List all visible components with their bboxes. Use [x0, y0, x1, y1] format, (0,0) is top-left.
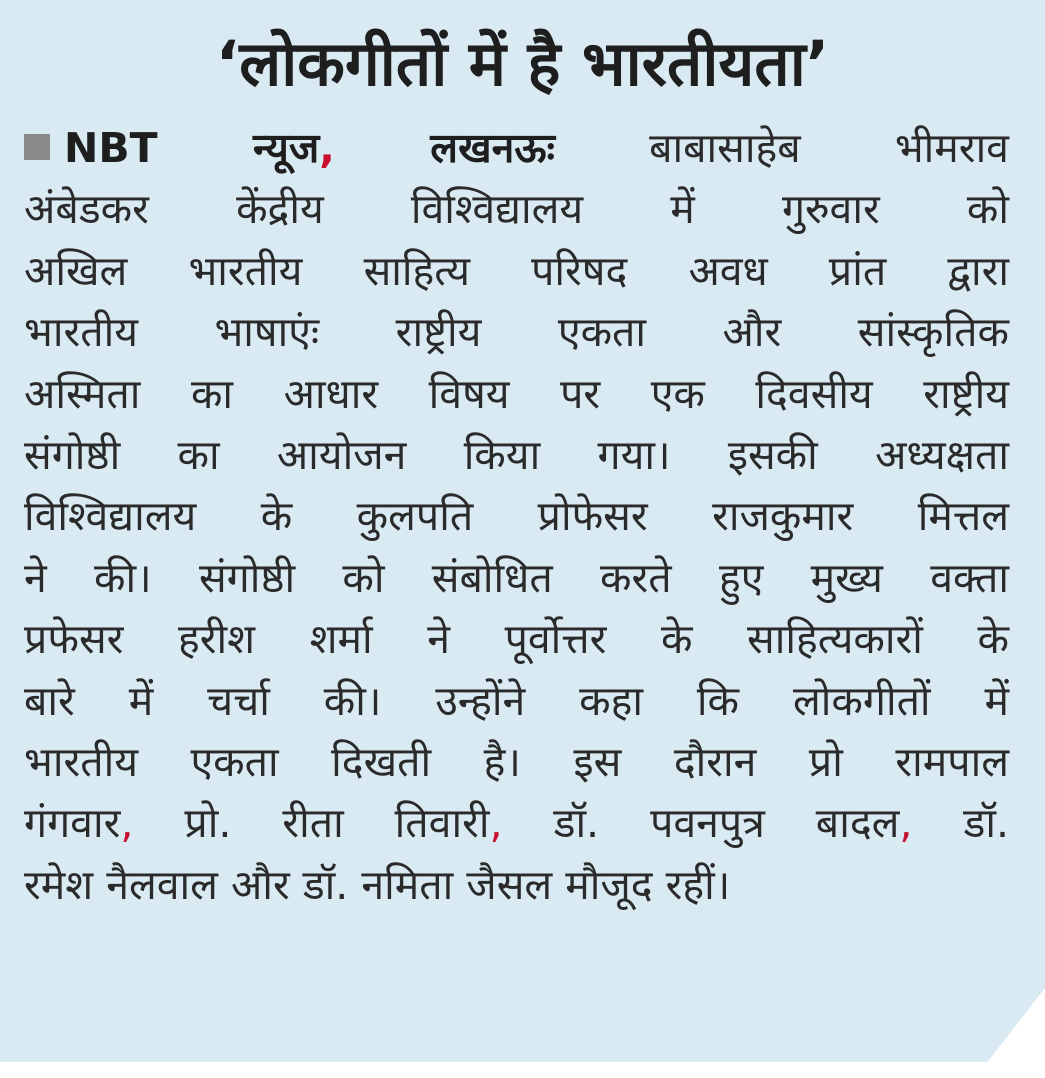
dateline: [64, 124, 555, 172]
article-line-8: ने की। संगोष्ठी को संबोधित करते हुए मुख्य वक्ता: [24, 553, 1009, 602]
dateline-place: लखनऊः: [334, 124, 555, 172]
article-body: [24, 118, 1009, 916]
torn-corner: [975, 988, 1045, 1078]
article-line-1: [24, 118, 1009, 179]
article-line-10: बारे में चर्चा की। उन्होंने कहा कि लोकगीतों में: [24, 676, 1009, 725]
article-text: डॉ.: [912, 799, 1010, 848]
article-text: डॉ. पवनपुत्र बादल: [502, 799, 900, 848]
red-comma: ,: [899, 799, 913, 848]
article-line-3: अखिल भारतीय साहित्य परिषद अवध प्रांत द्वारा: [24, 246, 1009, 295]
article-line-12: [24, 793, 1009, 854]
article-line-7: विश्विद्यालय के कुलपति प्रोफेसर राजकुमार मित्तल: [24, 492, 1009, 541]
dateline-separator: ,: [319, 124, 335, 172]
article-line-11: भारतीय एकता दिखती है। इस दौरान प्रो रामपाल: [24, 737, 1009, 786]
article-line-6: संगोष्ठी का आयोजन किया गया। इसकी अध्यक्षता: [24, 430, 1009, 479]
article-line-5: अस्मिता का आधार विषय पर एक दिवसीय राष्ट्रीय: [24, 369, 1009, 418]
red-comma: ,: [489, 799, 503, 848]
article-line-4: भारतीय भाषाएंः राष्ट्रीय एकता और सांस्कृतिक: [24, 308, 1009, 357]
article-line-2: अंबेडकर केंद्रीय विश्विद्यालय में गुरुवार को: [24, 185, 1009, 234]
article-text: बाबासाहेब भीमराव: [649, 124, 1009, 172]
article-line-13: रमेश नैलवाल और डॉ. नमिता जैसल मौजूद रहीं।: [24, 860, 731, 909]
news-source: NBT न्यूज: [64, 124, 320, 172]
clipping-bottom-edge: [0, 1062, 1045, 1078]
red-comma: ,: [120, 799, 134, 848]
bullet-square-icon: [24, 134, 50, 160]
article-text: गंगवार: [24, 799, 121, 848]
headline: ‘लोकगीतों में है भारतीयता’: [215, 27, 830, 100]
article-text: प्रो. रीता तिवारी: [133, 799, 490, 848]
article-line-9: प्रफेसर हरीश शर्मा ने पूर्वोत्तर के साहित्यकारों के: [24, 615, 1009, 664]
